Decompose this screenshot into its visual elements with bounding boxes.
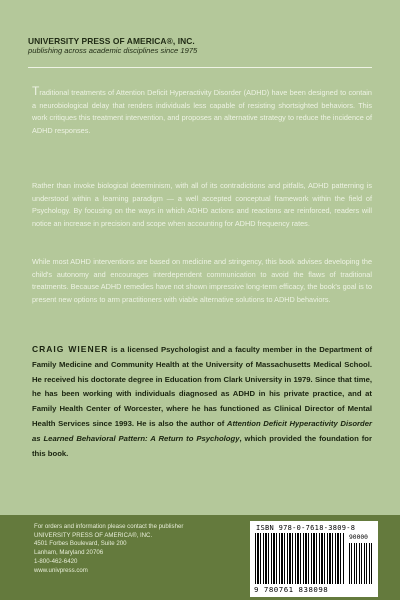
publisher-tagline: publishing across academic disciplines since 1975 [28,46,198,55]
divider-line [28,67,372,68]
contact-intro: For orders and information please contact the publisher [34,523,184,530]
drop-cap: T [32,84,40,98]
contact-publisher: UNIVERSITY PRESS OF AMERICA®, INC. [34,531,153,539]
publisher-name: UNIVERSITY PRESS OF AMERICA®, INC. [28,36,195,46]
publisher-contact [34,523,183,575]
address-line-2: Lanham, Maryland 20706 [34,549,104,557]
blurb-paragraph-1-text: raditional treatments of Attention Deficit Hyperactivity Disorder (ADHD) have been designed to contain a neurobiological delay that renders individuals less capable of resisting shortsighted behaviors. This work critiques this treatment intervention, and proposes an alternative strategy to reduce the incidence of ADHD responses. [32,88,372,135]
barcode-box [250,521,378,597]
previous-book-title: Attention Deficit Hyperactivity Disorder as Learned Behavioral Pattern: A Return to Psychology [32,418,373,443]
footer-band [0,515,400,600]
barcode-number: 9 780761 838098 [254,585,329,594]
author-bio-closing: , which provided the foundation for this book. [32,433,372,458]
blurb-paragraph-3: While most ADHD interventions are based on medicine and stringency, this book advises developing the child's autonomy and encourages interdependent communication to avoid the flaws of traditional treatments. Because ADHD remedies have not shown impressive long-term efficacy, the book's goal is to present new options to arm practitioners with viable alternative solutions to ADHD behaviors. [32,257,372,304]
author-bio-text: is a licensed Psychologist and a faculty member in the Department of Family Medicine and Community Health at the University of Massachusetts Medical School. He received his doctorate degree in Education from Clark University in 1979. Since that time, he has been working with individuals diagnosed as ADHD in his private practice, and at Family Health Center of Worcester, where he has functioned as Clinical Director of Mental Health Services since 1993. He is also the author of [32,345,372,428]
author-name: CRAIG WIENER [32,344,109,354]
price-code: 90000 [349,534,368,541]
barcode-icon [255,533,345,584]
price-barcode-icon [349,543,373,584]
address-line-1: 4501 Forbes Boulevard, Suite 200 [34,540,127,548]
blurb-paragraph-1 [32,85,372,137]
isbn-text: ISBN 978-0-7618-3809-8 [256,524,356,532]
website: www.univpress.com [34,566,88,574]
blurb-paragraph-2: Rather than invoke biological determinism, with all of its contradictions and pitfalls, ADHD patterning is understood within a learning paradigm — a well accepted conceptual framework within the field of Psychology. By focusing on the ways in which ADHD actions and reactions are reinforced, readers will notice an increase in precision and scope when accounting for ADHD frequency rates. [32,181,372,228]
phone-number: 1-800-462-6420 [34,557,78,565]
author-bio [32,342,372,461]
